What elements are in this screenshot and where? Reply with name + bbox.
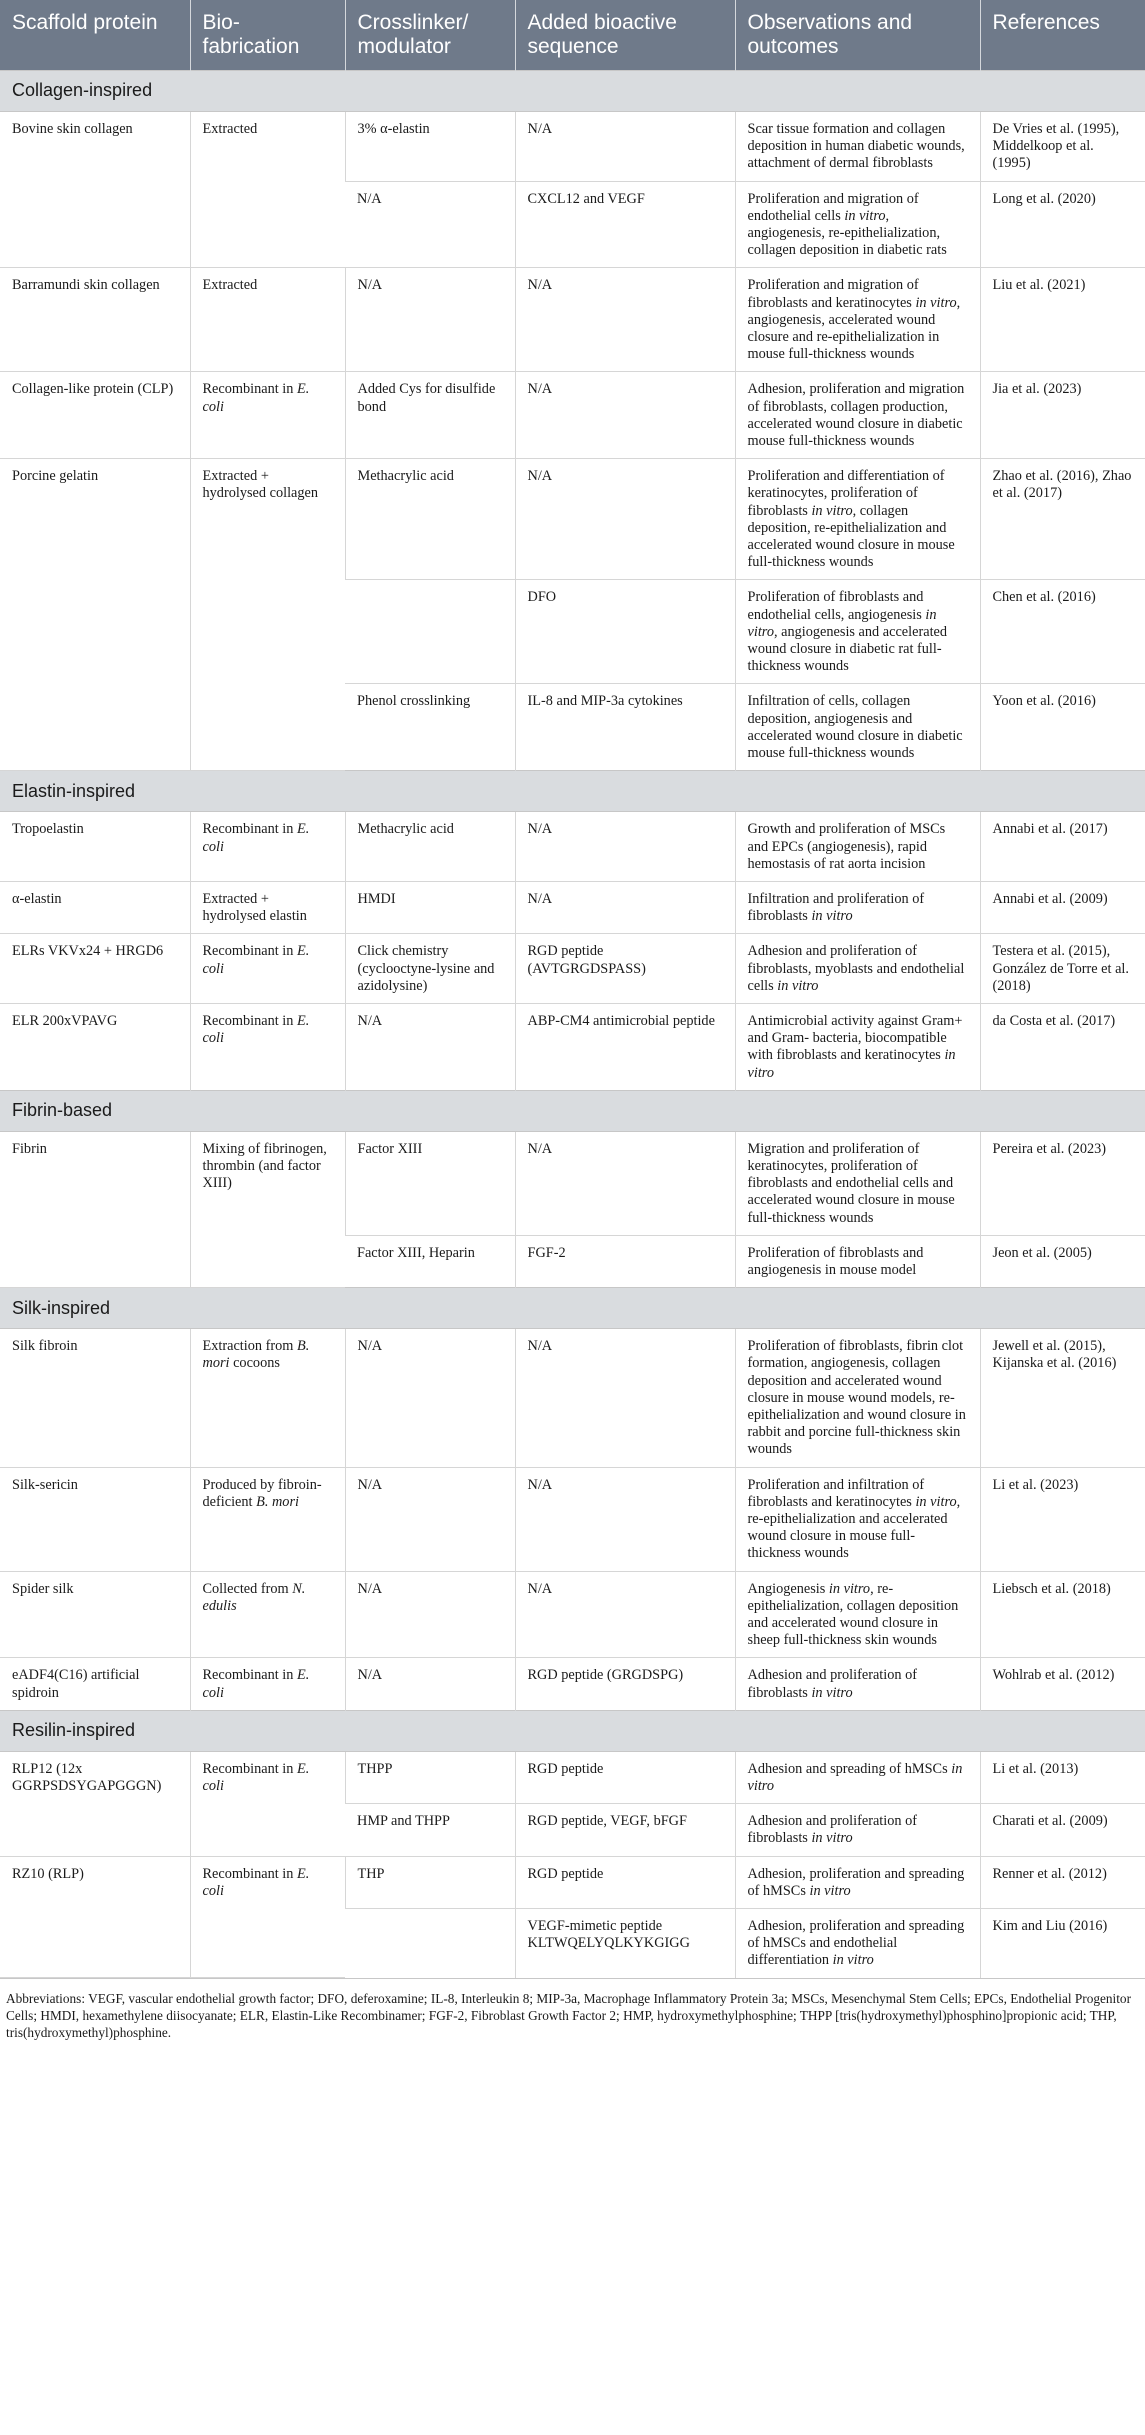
section-title-collagen: Collagen-inspired bbox=[0, 71, 1145, 112]
cell-reference: Jewell et al. (2015), Kijanska et al. (2016) bbox=[980, 1329, 1145, 1467]
cell-crosslinker: N/A bbox=[345, 1003, 515, 1090]
cell-fabrication: Recombinant in E. coli bbox=[190, 1658, 345, 1710]
cell-crosslinker: N/A bbox=[345, 268, 515, 372]
cell-sequence: CXCL12 and VEGF bbox=[515, 181, 735, 268]
abbreviations-footnote: Abbreviations: VEGF, vascular endothelial growth factor; DFO, deferoxamine; IL-8, Interleukin 8; MIP-3a, Macrophage Inflammatory Protein 3a; MSCs, Mesenchymal Stem Cells; EPCs, Endothelial Progenitor Cells; HMDI, hexamethylene diisocyanate; ELR, Elastin-Like Recombinamer; FGF-2, Fibroblast Growth Factor 2; HMP, hydroxymethylphosphine; THPP [tris(hydroxymethyl)phosphino]propionic acid; THP, tris(hydroxymethyl)phosphine. bbox=[0, 1978, 1145, 2041]
table-row bbox=[0, 459, 1145, 580]
cell-observations: Angiogenesis in vitro, re-epithelialization, collagen deposition and accelerated wound closure in sheep full-thickness skin wounds bbox=[735, 1571, 980, 1658]
cell-sequence: FGF-2 bbox=[515, 1235, 735, 1287]
cell-crosslinker: N/A bbox=[345, 1571, 515, 1658]
cell-scaffold: RZ10 (RLP) bbox=[0, 1856, 190, 1978]
cell-observations: Antimicrobial activity against Gram+ and Gram- bacteria, biocompatible with fibroblasts and keratinocytes in vitro bbox=[735, 1003, 980, 1090]
cell-crosslinker: Factor XIII bbox=[345, 1131, 515, 1235]
cell-observations: Adhesion, proliferation and spreading of hMSCs in vitro bbox=[735, 1856, 980, 1908]
cell-observations: Adhesion, proliferation and spreading of hMSCs and endothelial differentiation in vitro bbox=[735, 1909, 980, 1978]
table-row bbox=[0, 268, 1145, 372]
cell-observations: Adhesion and spreading of hMSCs in vitro bbox=[735, 1751, 980, 1803]
cell-observations: Proliferation and differentiation of keratinocytes, proliferation of fibroblasts in vitro, collagen deposition, re-epithelialization and accelerated wound closure in mouse full-thickness wounds bbox=[735, 459, 980, 580]
cell-scaffold: Silk fibroin bbox=[0, 1329, 190, 1467]
section-title-elastin: Elastin-inspired bbox=[0, 771, 1145, 812]
section-row bbox=[0, 71, 1145, 112]
section-row bbox=[0, 1710, 1145, 1751]
cell-sequence: N/A bbox=[515, 372, 735, 459]
cell-crosslinker: Click chemistry (cyclooctyne-lysine and azidolysine) bbox=[345, 934, 515, 1004]
cell-reference: Li et al. (2013) bbox=[980, 1751, 1145, 1803]
cell-reference: Kim and Liu (2016) bbox=[980, 1909, 1145, 1978]
cell-observations: Scar tissue formation and collagen deposition in human diabetic wounds, attachment of dermal fibroblasts bbox=[735, 112, 980, 182]
table-row bbox=[0, 934, 1145, 1004]
cell-observations: Adhesion and proliferation of fibroblasts, myoblasts and endothelial cells in vitro bbox=[735, 934, 980, 1004]
cell-observations: Adhesion and proliferation of fibroblasts in vitro bbox=[735, 1804, 980, 1856]
cell-crosslinker: Methacrylic acid bbox=[345, 812, 515, 882]
cell-sequence: N/A bbox=[515, 268, 735, 372]
section-title-fibrin: Fibrin-based bbox=[0, 1090, 1145, 1131]
cell-reference: Li et al. (2023) bbox=[980, 1467, 1145, 1571]
cell-scaffold: Silk-sericin bbox=[0, 1467, 190, 1571]
section-row bbox=[0, 1288, 1145, 1329]
cell-crosslinker: N/A bbox=[345, 1467, 515, 1571]
cell-fabrication: Extraction from B. mori cocoons bbox=[190, 1329, 345, 1467]
cell-crosslinker: N/A bbox=[345, 181, 515, 268]
cell-observations: Proliferation and migration of endothelial cells in vitro, angiogenesis, re-epithelialization, collagen deposition in diabetic rats bbox=[735, 181, 980, 268]
table-row bbox=[0, 1856, 1145, 1908]
table-row bbox=[0, 1329, 1145, 1467]
cell-reference: da Costa et al. (2017) bbox=[980, 1003, 1145, 1090]
cell-observations: Proliferation and migration of fibroblasts and keratinocytes in vitro, angiogenesis, accelerated wound closure and re-epithelialization in mouse full-thickness wounds bbox=[735, 268, 980, 372]
cell-sequence: N/A bbox=[515, 459, 735, 580]
section-row bbox=[0, 1090, 1145, 1131]
cell-observations: Infiltration of cells, collagen deposition, angiogenesis and accelerated wound closure in diabetic mouse full-thickness wounds bbox=[735, 684, 980, 771]
cell-scaffold: RLP12 (12x GGRPSDSYGAPGGGN) bbox=[0, 1751, 190, 1856]
cell-crosslinker: THP bbox=[345, 1856, 515, 1908]
table-row bbox=[0, 1131, 1145, 1235]
cell-sequence: VEGF-mimetic peptide KLTWQELYQLKYKGIGG bbox=[515, 1909, 735, 1978]
cell-observations: Proliferation of fibroblasts and angiogenesis in mouse model bbox=[735, 1235, 980, 1287]
cell-fabrication: Collected from N. edulis bbox=[190, 1571, 345, 1658]
cell-fabrication: Recombinant in E. coli bbox=[190, 934, 345, 1004]
cell-reference: Liu et al. (2021) bbox=[980, 268, 1145, 372]
cell-scaffold: Bovine skin collagen bbox=[0, 112, 190, 268]
cell-reference: Pereira et al. (2023) bbox=[980, 1131, 1145, 1235]
table-row bbox=[0, 1467, 1145, 1571]
table-row bbox=[0, 881, 1145, 933]
cell-reference: Renner et al. (2012) bbox=[980, 1856, 1145, 1908]
cell-sequence: N/A bbox=[515, 1131, 735, 1235]
cell-reference: Annabi et al. (2009) bbox=[980, 881, 1145, 933]
cell-observations: Proliferation and infiltration of fibroblasts and keratinocytes in vitro, re-epithelialization and accelerated wound closure in mouse full-thickness wounds bbox=[735, 1467, 980, 1571]
table-row bbox=[0, 1751, 1145, 1803]
cell-reference: Jia et al. (2023) bbox=[980, 372, 1145, 459]
cell-sequence: ABP-CM4 antimicrobial peptide bbox=[515, 1003, 735, 1090]
cell-observations: Proliferation of fibroblasts, fibrin clot formation, angiogenesis, collagen deposition and accelerated wound closure in mouse wound models, re-epithelialization and wound closure in rabbit and porcine full-thickness skin wounds bbox=[735, 1329, 980, 1467]
cell-sequence: RGD peptide bbox=[515, 1751, 735, 1803]
section-title-silk: Silk-inspired bbox=[0, 1288, 1145, 1329]
cell-fabrication: Extracted + hydrolysed collagen bbox=[190, 459, 345, 771]
cell-sequence: N/A bbox=[515, 1467, 735, 1571]
cell-scaffold: α-elastin bbox=[0, 881, 190, 933]
cell-observations: Infiltration and proliferation of fibroblasts in vitro bbox=[735, 881, 980, 933]
cell-fabrication: Recombinant in E. coli bbox=[190, 812, 345, 882]
cell-crosslinker: N/A bbox=[345, 1329, 515, 1467]
cell-sequence: N/A bbox=[515, 881, 735, 933]
cell-scaffold: eADF4(C16) artificial spidroin bbox=[0, 1658, 190, 1710]
cell-scaffold: Fibrin bbox=[0, 1131, 190, 1287]
cell-fabrication: Extracted bbox=[190, 112, 345, 268]
cell-reference: Yoon et al. (2016) bbox=[980, 684, 1145, 771]
cell-sequence: RGD peptide, VEGF, bFGF bbox=[515, 1804, 735, 1856]
cell-fabrication: Recombinant in E. coli bbox=[190, 1751, 345, 1856]
cell-reference: Jeon et al. (2005) bbox=[980, 1235, 1145, 1287]
cell-scaffold: ELR 200xVPAVG bbox=[0, 1003, 190, 1090]
cell-sequence: RGD peptide (GRGDSPG) bbox=[515, 1658, 735, 1710]
cell-scaffold: Collagen-like protein (CLP) bbox=[0, 372, 190, 459]
cell-sequence: N/A bbox=[515, 1571, 735, 1658]
section-row bbox=[0, 771, 1145, 812]
cell-crosslinker: 3% α-elastin bbox=[345, 112, 515, 182]
cell-sequence: RGD peptide (AVTGRGDSPASS) bbox=[515, 934, 735, 1004]
cell-fabrication: Recombinant in E. coli bbox=[190, 1856, 345, 1978]
cell-crosslinker bbox=[345, 1909, 515, 1978]
cell-sequence: N/A bbox=[515, 1329, 735, 1467]
cell-crosslinker: N/A bbox=[345, 1658, 515, 1710]
cell-observations: Migration and proliferation of keratinocytes, proliferation of fibroblasts and endothelial cells and accelerated wound closure in mouse full-thickness wounds bbox=[735, 1131, 980, 1235]
cell-scaffold: Spider silk bbox=[0, 1571, 190, 1658]
cell-reference: Wohlrab et al. (2012) bbox=[980, 1658, 1145, 1710]
header-biofabrication: Bio-fabrication bbox=[190, 0, 345, 71]
cell-reference: Zhao et al. (2016), Zhao et al. (2017) bbox=[980, 459, 1145, 580]
cell-scaffold: Porcine gelatin bbox=[0, 459, 190, 771]
cell-reference: Annabi et al. (2017) bbox=[980, 812, 1145, 882]
cell-reference: Charati et al. (2009) bbox=[980, 1804, 1145, 1856]
cell-fabrication: Extracted bbox=[190, 268, 345, 372]
cell-sequence: RGD peptide bbox=[515, 1856, 735, 1908]
cell-fabrication: Produced by fibroin-deficient B. mori bbox=[190, 1467, 345, 1571]
cell-crosslinker: HMP and THPP bbox=[345, 1804, 515, 1856]
cell-reference: Liebsch et al. (2018) bbox=[980, 1571, 1145, 1658]
cell-crosslinker: Factor XIII, Heparin bbox=[345, 1235, 515, 1287]
header-crosslinker: Crosslinker/ modulator bbox=[345, 0, 515, 71]
cell-sequence: N/A bbox=[515, 112, 735, 182]
table-header bbox=[0, 0, 1145, 71]
table-row bbox=[0, 1571, 1145, 1658]
cell-observations: Growth and proliferation of MSCs and EPCs (angiogenesis), rapid hemostasis of rat aorta incision bbox=[735, 812, 980, 882]
cell-sequence: N/A bbox=[515, 812, 735, 882]
cell-scaffold: ELRs VKVx24 + HRGD6 bbox=[0, 934, 190, 1004]
table-row bbox=[0, 812, 1145, 882]
cell-crosslinker: Methacrylic acid bbox=[345, 459, 515, 580]
cell-reference: Chen et al. (2016) bbox=[980, 580, 1145, 684]
cell-crosslinker: Added Cys for disulfide bond bbox=[345, 372, 515, 459]
table-row bbox=[0, 372, 1145, 459]
cell-crosslinker: THPP bbox=[345, 1751, 515, 1803]
table-row bbox=[0, 112, 1145, 182]
header-scaffold-protein: Scaffold protein bbox=[0, 0, 190, 71]
header-observations: Observations and outcomes bbox=[735, 0, 980, 71]
cell-crosslinker bbox=[345, 580, 515, 684]
cell-scaffold: Barramundi skin collagen bbox=[0, 268, 190, 372]
header-references: References bbox=[980, 0, 1145, 71]
cell-crosslinker: HMDI bbox=[345, 881, 515, 933]
cell-observations: Adhesion and proliferation of fibroblasts in vitro bbox=[735, 1658, 980, 1710]
cell-observations: Adhesion, proliferation and migration of fibroblasts, collagen production, accelerated wound closure in diabetic mouse full-thickness wounds bbox=[735, 372, 980, 459]
cell-reference: Long et al. (2020) bbox=[980, 181, 1145, 268]
table-row bbox=[0, 1658, 1145, 1710]
cell-observations: Proliferation of fibroblasts and endothelial cells, angiogenesis in vitro, angiogenesis and accelerated wound closure in diabetic rat full-thickness wounds bbox=[735, 580, 980, 684]
header-bioactive-sequence: Added bioactive sequence bbox=[515, 0, 735, 71]
cell-sequence: IL-8 and MIP-3a cytokines bbox=[515, 684, 735, 771]
table-row bbox=[0, 1003, 1145, 1090]
section-title-resilin: Resilin-inspired bbox=[0, 1710, 1145, 1751]
cell-fabrication: Recombinant in E. coli bbox=[190, 372, 345, 459]
cell-reference: Testera et al. (2015), González de Torre et al. (2018) bbox=[980, 934, 1145, 1004]
cell-fabrication: Extracted + hydrolysed elastin bbox=[190, 881, 345, 933]
cell-fabrication: Recombinant in E. coli bbox=[190, 1003, 345, 1090]
cell-reference: De Vries et al. (1995), Middelkoop et al. (1995) bbox=[980, 112, 1145, 182]
cell-scaffold: Tropoelastin bbox=[0, 812, 190, 882]
cell-fabrication: Mixing of fibrinogen, thrombin (and factor XIII) bbox=[190, 1131, 345, 1287]
cell-sequence: DFO bbox=[515, 580, 735, 684]
cell-crosslinker: Phenol crosslinking bbox=[345, 684, 515, 771]
